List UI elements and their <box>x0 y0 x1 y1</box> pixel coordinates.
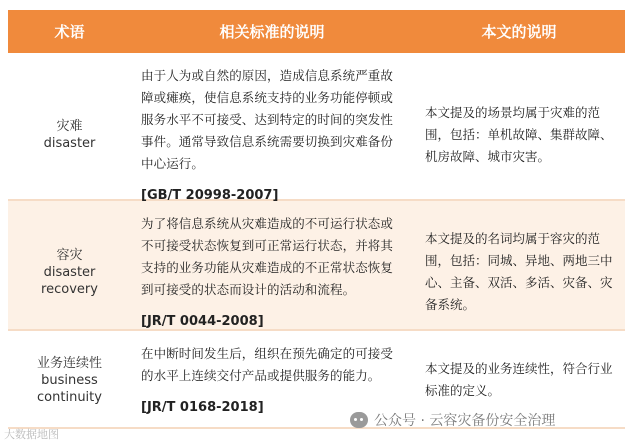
term-english: recovery <box>41 281 98 297</box>
standard-description: 在中断时间发生后，组织在预先确定的可接受的水平上连续交付产品或提供服务的能力。 <box>141 346 394 383</box>
standard-cell <box>131 201 413 343</box>
note-text: 本文提及的名词均属于容灾的范围，包括：同城、异地、两地三中心、主备、双活、多活、灾备、灾备系统。 <box>425 231 613 312</box>
standard-cell <box>131 53 413 217</box>
term-chinese: 容灾 <box>56 247 83 263</box>
note-cell <box>413 201 625 343</box>
term-english: business <box>41 372 98 388</box>
note-cell <box>413 53 625 217</box>
term-english: disaster <box>43 264 96 280</box>
watermark-text: 公众号 · 云容灾备份安全治理 <box>374 413 556 429</box>
note-text: 本文提及的业务连续性，符合行业标准的定义。 <box>425 361 613 398</box>
table-row <box>8 53 625 201</box>
wechat-icon <box>350 412 368 428</box>
header-term: 术语 <box>54 23 85 41</box>
note-text: 本文提及的场景均属于灾难的范围，包括：单机故障、集群故障、机房故障、城市灾害。 <box>425 105 613 164</box>
term-chinese: 灾难 <box>56 119 83 134</box>
term-english: continuity <box>37 389 102 405</box>
header-note: 本文的说明 <box>481 23 557 41</box>
header-standard: 相关标准的说明 <box>219 23 325 41</box>
watermark <box>350 410 555 430</box>
corner-watermark: 大数据地图 <box>4 428 59 441</box>
table-header <box>8 10 625 53</box>
term-cell <box>8 201 131 343</box>
standard-code: [JR/T 0168-2018] <box>141 400 264 415</box>
standard-code: [GB/T 20998-2007] <box>141 188 279 203</box>
standard-code: [JR/T 0044-2008] <box>141 314 264 329</box>
table-row <box>8 201 625 331</box>
term-chinese: 业务连续性 <box>36 355 102 371</box>
term-cell <box>8 53 131 217</box>
standard-description: 由于人为或自然的原因，造成信息系统严重故障或瘫痪，使信息系统支持的业务功能停顿或服务水平不可接受、达到特定的时间的突发性事件。通常导致信息系统需要切换到灾难备份中心运行。 <box>141 68 394 171</box>
term-english: disaster <box>43 136 96 151</box>
term-cell <box>8 331 131 429</box>
standard-description: 为了将信息系统从灾难造成的不可运行状态或不可接受状态恢复到可正常运行状态，并将其支持的业务功能从灾难造成的不正常状态恢复到可接受的状态而设计的活动和流程。 <box>141 216 394 297</box>
terms-table <box>8 10 625 429</box>
